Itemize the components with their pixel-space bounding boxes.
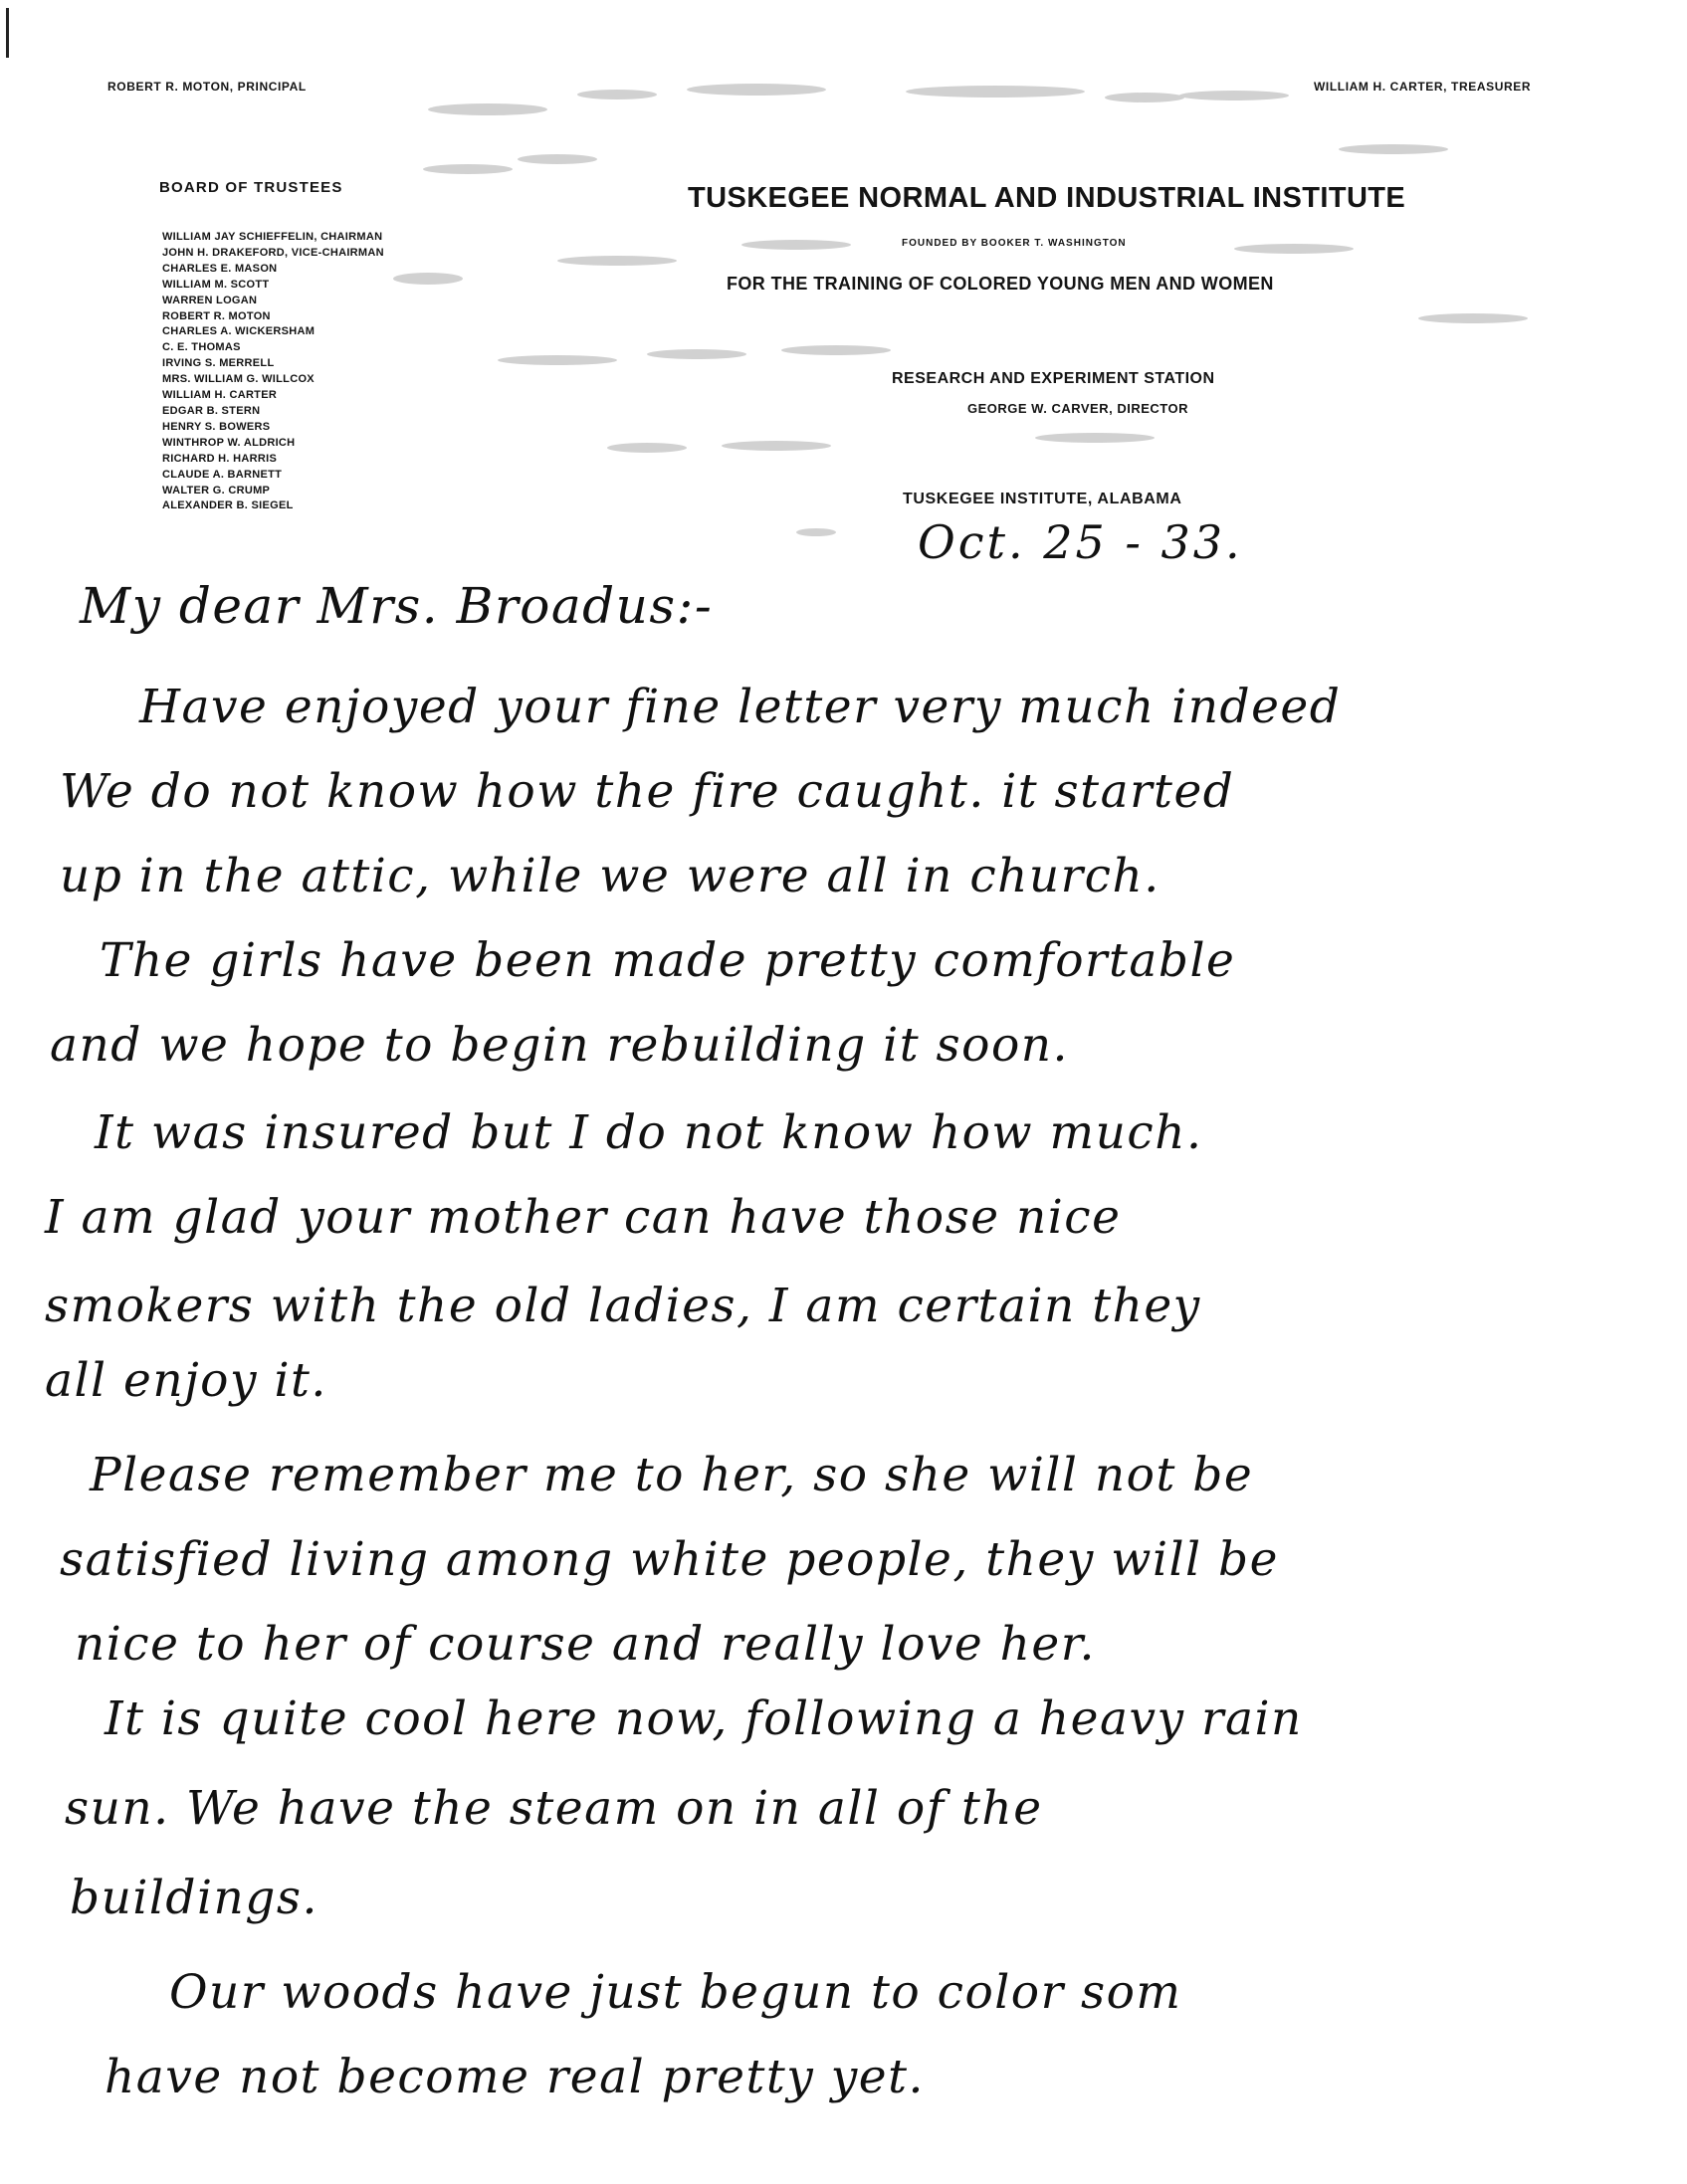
- letter-line: I am glad your mother can have those nice: [45, 1190, 1122, 1245]
- founder-line: FOUNDED BY BOOKER T. WASHINGTON: [902, 238, 1127, 249]
- paper-edge-mark: [6, 8, 9, 58]
- trustee-item: WARREN LOGAN: [162, 294, 258, 306]
- letter-line: It was insured but I do not know how much.: [95, 1105, 1203, 1160]
- purpose-line: FOR THE TRAINING OF COLORED YOUNG MEN AND WOMEN: [727, 274, 1274, 294]
- trustee-item: MRS. WILLIAM G. WILLCOX: [162, 373, 315, 386]
- letter-line: We do not know how the fire caught. it started: [60, 764, 1235, 819]
- letter-line: buildings.: [70, 1871, 318, 1925]
- letter-line: nice to her of course and really love her.: [75, 1617, 1096, 1672]
- letter-line: Please remember me to her, so she will not be: [90, 1448, 1254, 1502]
- trustee-item: WALTER G. CRUMP: [162, 484, 271, 496]
- letter-line: smokers with the old ladies, I am certain they: [45, 1279, 1201, 1333]
- letter-line: satisfied living among white people, they will be: [60, 1532, 1279, 1587]
- institution-address: TUSKEGEE INSTITUTE, ALABAMA: [903, 491, 1182, 507]
- letter-line: and we hope to begin rebuilding it soon.: [50, 1018, 1069, 1073]
- trustee-item: WINTHROP W. ALDRICH: [162, 436, 296, 449]
- institution-name: TUSKEGEE NORMAL AND INDUSTRIAL INSTITUTE: [688, 182, 1406, 214]
- letter-line: all enjoy it.: [45, 1353, 327, 1408]
- trustee-item: HENRY S. BOWERS: [162, 420, 271, 433]
- trustee-list: [162, 230, 384, 514]
- trustee-item: ROBERT R. MOTON: [162, 309, 271, 322]
- trustee-item: IRVING S. MERRELL: [162, 357, 275, 370]
- station-name: RESEARCH AND EXPERIMENT STATION: [892, 370, 1215, 387]
- trustee-item: ALEXANDER B. SIEGEL: [162, 499, 294, 512]
- trustee-item: WILLIAM JAY SCHIEFFELIN, CHAIRMAN: [162, 231, 383, 243]
- trustee-item: EDGAR B. STERN: [162, 404, 261, 417]
- trustee-item: C. E. THOMAS: [162, 341, 241, 354]
- trustee-item: WILLIAM M. SCOTT: [162, 278, 270, 291]
- trustee-item: WILLIAM H. CARTER: [162, 389, 278, 402]
- letter-line: Our woods have just begun to color som: [169, 1965, 1182, 2020]
- letter-line: have not become real pretty yet.: [105, 2050, 925, 2104]
- trustee-item: CHARLES E. MASON: [162, 262, 278, 275]
- letter-line: It is quite cool here now, following a heavy rain: [105, 1691, 1303, 1746]
- letter-line: sun. We have the steam on in all of the: [65, 1781, 1043, 1836]
- letter-line: up in the attic, while we were all in church.: [60, 849, 1160, 903]
- letter-date: Oct. 25 - 33.: [918, 515, 1243, 569]
- board-of-trustees-heading: BOARD OF TRUSTEES: [159, 179, 343, 196]
- principal-name: ROBERT R. MOTON, PRINCIPAL: [107, 80, 307, 94]
- trustee-item: CHARLES A. WICKERSHAM: [162, 325, 316, 338]
- treasurer-name: WILLIAM H. CARTER, TREASURER: [1314, 80, 1532, 94]
- director-line: GEORGE W. CARVER, DIRECTOR: [967, 401, 1188, 416]
- trustee-item: JOHN H. DRAKEFORD, VICE-CHAIRMAN: [162, 246, 384, 259]
- salutation: My dear Mrs. Broadus:-: [80, 577, 714, 635]
- trustee-item: CLAUDE A. BARNETT: [162, 468, 283, 481]
- letter-line: Have enjoyed your fine letter very much indeed: [139, 680, 1342, 734]
- letter-line: The girls have been made pretty comfortable: [100, 933, 1236, 988]
- trustee-item: RICHARD H. HARRIS: [162, 452, 278, 465]
